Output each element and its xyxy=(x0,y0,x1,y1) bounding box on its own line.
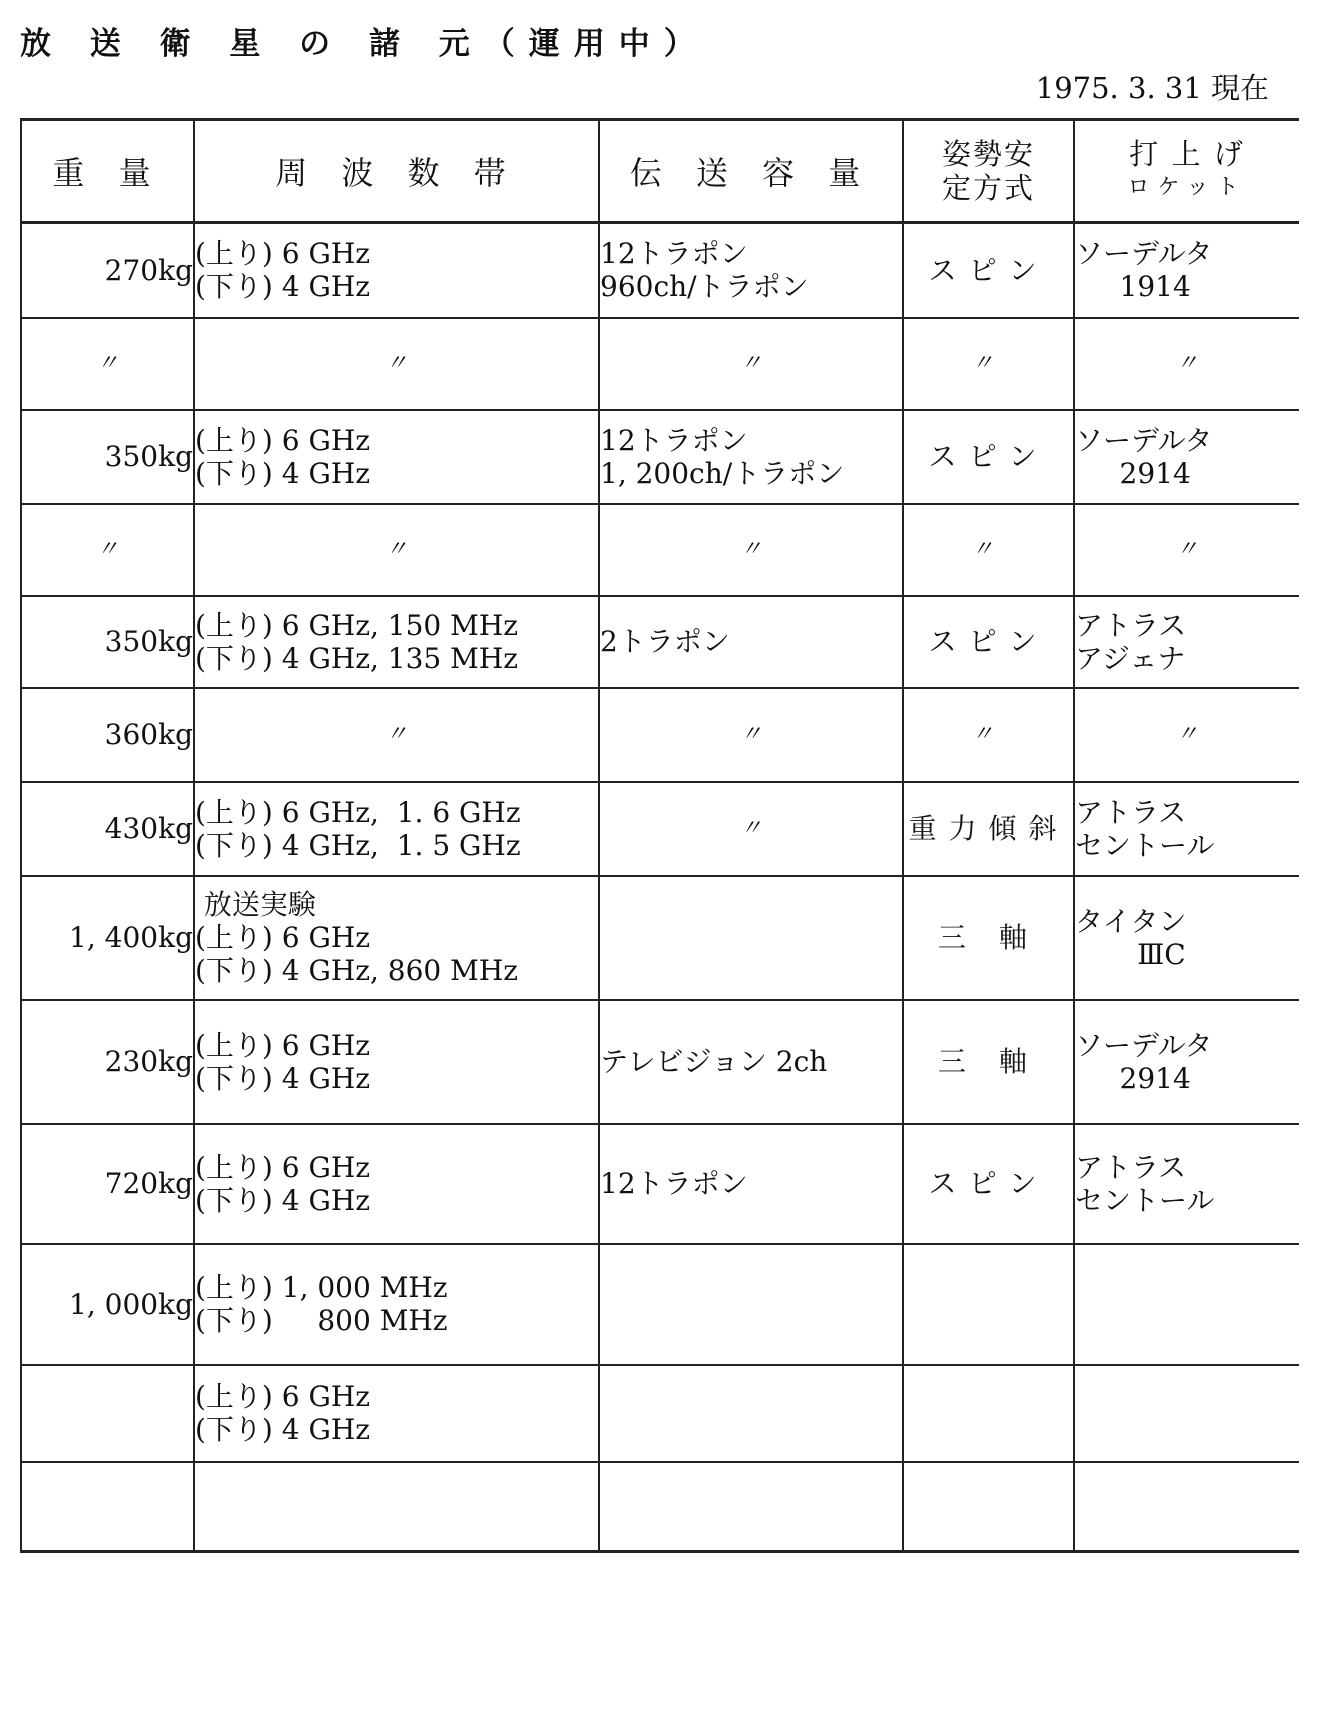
cell-freq: 〃 xyxy=(194,688,599,782)
cell-freq: (上り) 6 GHz (下り) 4 GHz xyxy=(194,1124,599,1244)
cell-capacity xyxy=(599,1462,903,1552)
cell-capacity: 12トラポン 960ch/トラポン xyxy=(599,223,903,318)
cell-freq: 〃 xyxy=(194,318,599,410)
cell-freq: (上り) 6 GHz (下り) 4 GHz xyxy=(194,1365,599,1462)
cell-rocket: アトラス セントール xyxy=(1074,1124,1299,1244)
table-header-row xyxy=(21,120,1299,223)
cell-rocket: ソーデルタ 2914 xyxy=(1074,1000,1299,1124)
table-row xyxy=(21,596,1299,688)
cell-weight: 360kg xyxy=(21,688,194,782)
header-weight: 重 量 xyxy=(21,120,194,223)
cell-rocket xyxy=(1074,1462,1299,1552)
cell-freq: (上り) 6 GHz, 150 MHz (下り) 4 GHz, 135 MHz xyxy=(194,596,599,688)
cell-freq: (上り) 6 GHz (下り) 4 GHz xyxy=(194,410,599,504)
cell-weight: 230kg xyxy=(21,1000,194,1124)
cell-weight xyxy=(21,1462,194,1552)
cell-attitude xyxy=(903,1244,1074,1365)
header-attitude-line2: 定方式 xyxy=(941,171,1035,205)
cell-capacity xyxy=(599,1365,903,1462)
cell-rocket: アトラス セントール xyxy=(1074,782,1299,876)
cell-weight: 430kg xyxy=(21,782,194,876)
cell-capacity: 〃 xyxy=(599,782,903,876)
table-row xyxy=(21,1124,1299,1244)
header-frequency: 周 波 数 帯 xyxy=(194,120,599,223)
cell-capacity: 12トラポン 1, 200ch/トラポン xyxy=(599,410,903,504)
cell-attitude xyxy=(903,1462,1074,1552)
table-row xyxy=(21,318,1299,410)
cell-attitude: 三 軸 xyxy=(903,1000,1074,1124)
cell-capacity xyxy=(599,876,903,1000)
cell-freq xyxy=(194,1462,599,1552)
cell-capacity xyxy=(599,1244,903,1365)
cell-capacity: 〃 xyxy=(599,318,903,410)
table-row xyxy=(21,1462,1299,1552)
cell-attitude: 〃 xyxy=(903,504,1074,596)
header-capacity: 伝 送 容 量 xyxy=(599,120,903,223)
cell-capacity: テレビジョン 2ch xyxy=(599,1000,903,1124)
cell-weight: 350kg xyxy=(21,410,194,504)
cell-freq: (上り) 6 GHz (下り) 4 GHz xyxy=(194,223,599,318)
cell-attitude: 三 軸 xyxy=(903,876,1074,1000)
table-row xyxy=(21,504,1299,596)
table-row xyxy=(21,782,1299,876)
header-rocket-line1: 打 上 げ xyxy=(1129,137,1245,171)
cell-capacity: 2トラポン xyxy=(599,596,903,688)
cell-weight: 1, 000kg xyxy=(21,1244,194,1365)
cell-rocket: タイタン ⅢC xyxy=(1074,876,1299,1000)
cell-freq: (上り) 6 GHz (下り) 4 GHz xyxy=(194,1000,599,1124)
cell-rocket: ソーデルタ 1914 xyxy=(1074,223,1299,318)
cell-attitude: スピン xyxy=(903,410,1074,504)
table-row xyxy=(21,223,1299,318)
header-attitude-line1: 姿勢安 xyxy=(941,137,1035,171)
cell-freq: (上り) 6 GHz, 1. 6 GHz (下り) 4 GHz, 1. 5 GHz xyxy=(194,782,599,876)
header-rocket xyxy=(1074,120,1299,223)
cell-attitude: 〃 xyxy=(903,318,1074,410)
table-row xyxy=(21,876,1299,1000)
page-title: 放 送 衛 星 の 諸 元（運用中） xyxy=(20,26,709,62)
as-of-date: 1975. 3. 31 現在 xyxy=(1035,71,1269,105)
cell-capacity: 〃 xyxy=(599,504,903,596)
cell-attitude: スピン xyxy=(903,223,1074,318)
header-attitude xyxy=(903,120,1074,223)
cell-attitude: スピン xyxy=(903,1124,1074,1244)
table-row xyxy=(21,1365,1299,1462)
cell-capacity: 12トラポン xyxy=(599,1124,903,1244)
cell-weight: 720kg xyxy=(21,1124,194,1244)
cell-rocket: 〃 xyxy=(1074,688,1299,782)
cell-weight: 〃 xyxy=(21,504,194,596)
cell-freq: 〃 xyxy=(194,504,599,596)
cell-rocket: ソーデルタ 2914 xyxy=(1074,410,1299,504)
table-body xyxy=(21,223,1299,1552)
table-row xyxy=(21,410,1299,504)
table-row xyxy=(21,688,1299,782)
cell-rocket xyxy=(1074,1365,1299,1462)
cell-weight: 〃 xyxy=(21,318,194,410)
cell-attitude xyxy=(903,1365,1074,1462)
table-row xyxy=(21,1000,1299,1124)
cell-freq: (上り) 1, 000 MHz (下り) 800 MHz xyxy=(194,1244,599,1365)
cell-weight: 1, 400kg xyxy=(21,876,194,1000)
table-row xyxy=(21,1244,1299,1365)
cell-weight xyxy=(21,1365,194,1462)
header-rocket-line2: ロケット xyxy=(1127,175,1247,200)
cell-weight: 270kg xyxy=(21,223,194,318)
cell-rocket: 〃 xyxy=(1074,318,1299,410)
cell-attitude: 〃 xyxy=(903,688,1074,782)
cell-attitude: 重力傾斜 xyxy=(903,782,1074,876)
cell-freq: 放送実験 (上り) 6 GHz (下り) 4 GHz, 860 MHz xyxy=(194,876,599,1000)
satellite-spec-table xyxy=(20,118,1299,1553)
cell-rocket xyxy=(1074,1244,1299,1365)
cell-rocket: 〃 xyxy=(1074,504,1299,596)
cell-attitude: スピン xyxy=(903,596,1074,688)
cell-capacity: 〃 xyxy=(599,688,903,782)
cell-weight: 350kg xyxy=(21,596,194,688)
cell-rocket: アトラス アジェナ xyxy=(1074,596,1299,688)
